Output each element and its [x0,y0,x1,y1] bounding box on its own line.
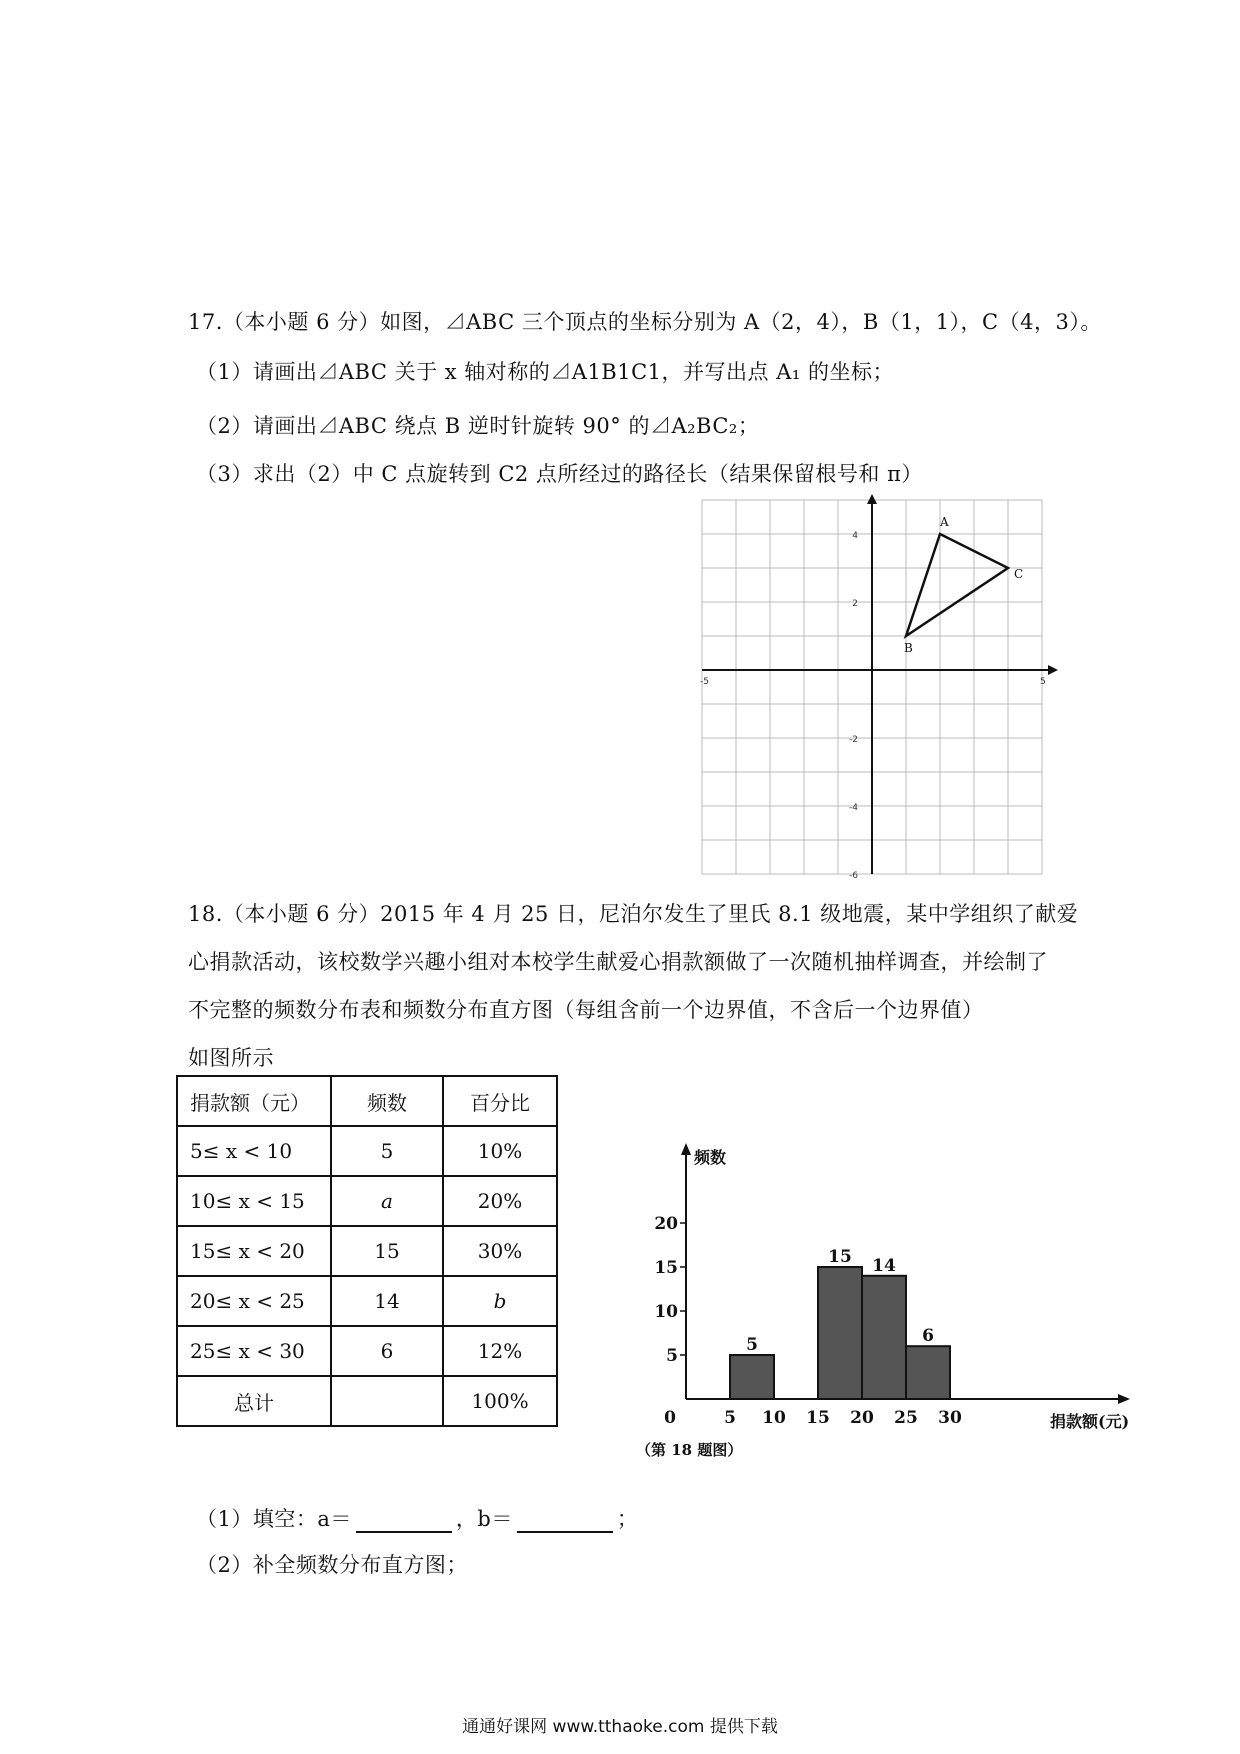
table-cell: 10≤ x < 15 [177,1176,331,1226]
table-header: 频数 [331,1076,443,1126]
q17-part1: （1）请画出⊿ABC 关于 x 轴对称的⊿A1B1C1，并写出点 A₁ 的坐标； [196,360,894,384]
table-header: 捐款额（元） [177,1076,331,1126]
table-cell: 20% [443,1176,557,1226]
y-tick-label: -6 [849,871,858,880]
answer-blank-a[interactable] [356,1511,452,1533]
q18-line2: 心捐款活动，该校数学兴趣小组对本校学生献爱心捐款额做了一次随机抽样调查，并绘制了 [188,950,1048,974]
bar-value-label: 6 [922,1326,934,1347]
x-tick-label: 10 [762,1408,786,1428]
coordinate-grid [694,490,1064,880]
q17-stem: 17.（本小题 6 分）如图，⊿ABC 三个顶点的坐标分别为 A（2，4），B（1，1），C（4，3）。 [188,310,1102,334]
q18-line3: 不完整的频数分布表和频数分布直方图（每组含前一个边界值，不含后一个边界值） [188,998,984,1022]
table-cell: b [443,1276,557,1326]
table-row [177,1126,557,1176]
ask1-suffix: ； [616,1507,639,1531]
q18-line4: 如图所示 [188,1046,274,1070]
y-tick-label: -4 [849,803,858,813]
x-tick-label: 5 [1040,677,1046,687]
bar-value-label: 14 [872,1255,896,1276]
page-footer: 通通好课网 www.tthaoke.com 提供下载 [462,1717,778,1737]
q18-ask2: （2）补全频数分布直方图； [196,1553,468,1577]
table-row [177,1326,557,1376]
x-axis-arrow [1048,665,1058,675]
frequency-table [176,1075,558,1427]
y-tick-label: 2 [852,599,858,609]
table-cell: 30% [443,1226,557,1276]
y-tick-label: 15 [654,1258,678,1278]
y-axis-arrow [867,494,877,504]
y-axis-arrow [681,1143,691,1155]
answer-blank-b[interactable] [517,1511,613,1533]
histogram-bar [818,1267,862,1399]
table-header: 百分比 [443,1076,557,1126]
table-cell: 14 [331,1276,443,1326]
q17-part2: （2）请画出⊿ABC 绕点 B 逆时针旋转 90° 的⊿A₂BC₂； [196,414,760,438]
y-axis-label: 频数 [694,1148,727,1167]
x-tick-label: 30 [938,1408,962,1428]
q18-line1: 18.（本小题 6 分）2015 年 4 月 25 日，尼泊尔发生了里氏 8.1 级地震，某中学组织了献爱 [188,902,1079,926]
y-tick-label: 5 [666,1346,678,1366]
histogram-bar [906,1346,950,1399]
y-tick-label: 4 [852,531,858,541]
triangle-abc [906,534,1008,636]
ask1-mid: ，b＝ [455,1507,513,1531]
q18-ask1 [196,1503,638,1533]
x-tick-label: -5 [700,677,709,687]
table-cell: 15 [331,1226,443,1276]
table-row [177,1176,557,1226]
x-tick-label: 0 [664,1408,676,1428]
histogram [630,1135,1150,1475]
bar-value-label: 5 [746,1335,758,1355]
table-cell: 25≤ x < 30 [177,1326,331,1376]
x-tick-label: 5 [724,1408,736,1428]
vertex-label-c: C [1014,567,1024,581]
figure-caption: （第 18 题图） [636,1441,743,1459]
ask1-prefix: （1）填空：a＝ [196,1507,352,1531]
histogram-bar [730,1355,774,1399]
table-row [177,1376,557,1426]
table-cell: 20≤ x < 25 [177,1276,331,1326]
histogram-bar [862,1276,906,1399]
y-tick-label: 10 [654,1302,678,1322]
y-tick-label: 20 [654,1214,678,1234]
x-axis-label: 捐款额(元) [1050,1412,1130,1431]
table-row [177,1226,557,1276]
y-tick-label: -2 [849,735,858,745]
vertex-label-b: B [904,641,913,655]
table-cell: 总计 [177,1376,331,1426]
table-cell: 15≤ x < 20 [177,1226,331,1276]
table-cell [331,1376,443,1426]
x-tick-label: 25 [894,1408,918,1428]
x-tick-label: 15 [806,1408,830,1428]
table-cell: 10% [443,1126,557,1176]
x-tick-label: 20 [850,1408,874,1428]
table-cell: 100% [443,1376,557,1426]
bar-value-label: 15 [828,1247,852,1267]
table-cell: 5≤ x < 10 [177,1126,331,1176]
table-cell: 6 [331,1326,443,1376]
table-row [177,1276,557,1326]
x-axis-arrow [1118,1394,1130,1404]
table-cell: a [331,1176,443,1226]
table-cell: 5 [331,1126,443,1176]
q17-part3: （3）求出（2）中 C 点旋转到 C2 点所经过的路径长（结果保留根号和 π） [196,462,923,486]
vertex-label-a: A [940,515,949,529]
table-header-row [177,1076,557,1126]
table-cell: 12% [443,1326,557,1376]
